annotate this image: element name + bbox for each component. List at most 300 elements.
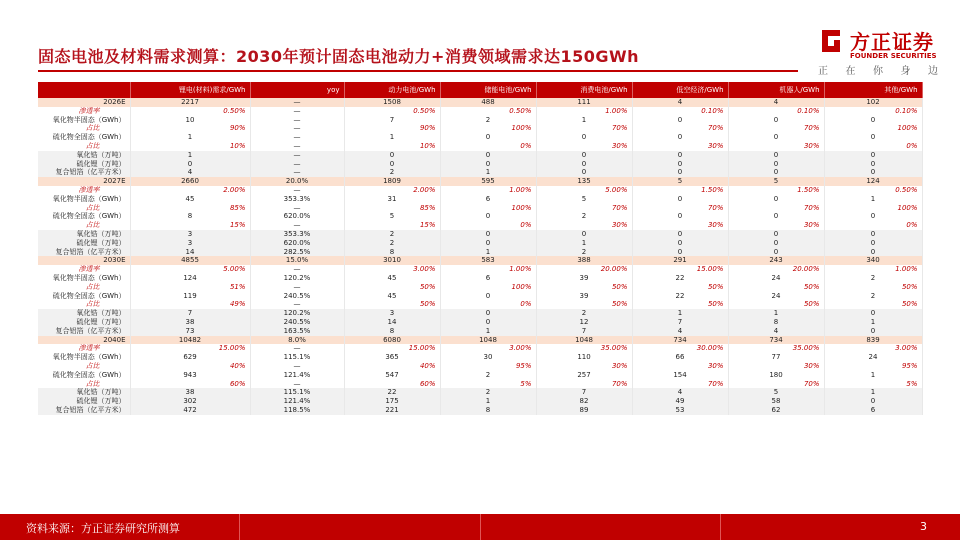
- table-cell: 30%: [632, 362, 728, 371]
- table-cell: 66: [632, 353, 728, 362]
- table-row: [38, 160, 922, 169]
- table-cell: 0: [632, 230, 728, 239]
- table-cell: 0: [440, 239, 536, 248]
- table-cell: 291: [632, 256, 728, 265]
- table-cell: 1: [824, 371, 922, 380]
- table-cell: 1: [344, 133, 440, 142]
- table-cell: 1: [440, 397, 536, 406]
- table-cell: 734: [632, 336, 728, 345]
- table-cell: 90%: [344, 124, 440, 133]
- table-row: [38, 300, 922, 309]
- row-label: 硫化物全固态（GWh）: [38, 371, 130, 380]
- table-cell: 73: [130, 327, 250, 336]
- table-cell: 0: [824, 327, 922, 336]
- table-cell: 20.00%: [536, 265, 632, 274]
- table-cell: 1: [824, 388, 922, 397]
- table-cell: 35.00%: [728, 344, 824, 353]
- table-cell: 38: [130, 318, 250, 327]
- table-cell: 472: [130, 406, 250, 415]
- table-cell: 2: [536, 248, 632, 257]
- table-cell: 70%: [536, 380, 632, 389]
- table-cell: 2217: [130, 98, 250, 107]
- table-cell: 5%: [824, 380, 922, 389]
- table-cell: 1: [440, 248, 536, 257]
- table-cell: 163.5%: [250, 327, 344, 336]
- table-cell: 50%: [536, 283, 632, 292]
- table-row: [38, 204, 922, 213]
- table-cell: 0: [440, 292, 536, 301]
- table-cell: 70%: [728, 380, 824, 389]
- table-cell: 0: [632, 151, 728, 160]
- table-cell: 1809: [344, 177, 440, 186]
- table-cell: 302: [130, 397, 250, 406]
- table-cell: 365: [344, 353, 440, 362]
- table-cell: 14: [344, 318, 440, 327]
- table-row: [38, 168, 922, 177]
- table-cell: 60%: [130, 380, 250, 389]
- table-cell: 119: [130, 292, 250, 301]
- table-cell: —: [250, 283, 344, 292]
- table-cell: 5: [344, 212, 440, 221]
- table-cell: —: [250, 98, 344, 107]
- table-cell: 2: [824, 292, 922, 301]
- table-cell: 243: [728, 256, 824, 265]
- table-cell: 70%: [632, 204, 728, 213]
- table-cell: 118.5%: [250, 406, 344, 415]
- table-cell: 15.00%: [632, 265, 728, 274]
- table-cell: 0: [824, 133, 922, 142]
- table-cell: 2.00%: [130, 186, 250, 195]
- table-cell: 30.00%: [632, 344, 728, 353]
- table-row: [38, 362, 922, 371]
- table-cell: 121.4%: [250, 371, 344, 380]
- row-label: 占比: [38, 124, 130, 133]
- table-row: [38, 195, 922, 204]
- table-cell: 70%: [728, 204, 824, 213]
- table-cell: 0: [824, 212, 922, 221]
- table-cell: 0: [536, 230, 632, 239]
- table-cell: 8: [344, 248, 440, 257]
- column-header: yoy: [250, 82, 344, 98]
- row-label: 氧化锆（万吨）: [38, 151, 130, 160]
- table-cell: 30%: [728, 142, 824, 151]
- table-cell: 40%: [344, 362, 440, 371]
- table-cell: 0: [632, 239, 728, 248]
- row-label: 2026E: [38, 98, 130, 107]
- row-label: 硫化物全固态（GWh）: [38, 292, 130, 301]
- table-cell: 0: [440, 212, 536, 221]
- table-cell: 5: [632, 177, 728, 186]
- table-cell: 0%: [440, 221, 536, 230]
- table-cell: 85%: [344, 204, 440, 213]
- table-cell: 22: [632, 292, 728, 301]
- row-label: 复合铝箔（亿平方米）: [38, 406, 130, 415]
- table-cell: 100%: [440, 204, 536, 213]
- table-cell: 2.00%: [344, 186, 440, 195]
- table-row: [38, 142, 922, 151]
- table-row: [38, 239, 922, 248]
- table-cell: 3.00%: [824, 344, 922, 353]
- table-cell: 0: [824, 248, 922, 257]
- table-cell: 50%: [728, 300, 824, 309]
- table-cell: 135: [536, 177, 632, 186]
- table-cell: 4: [632, 98, 728, 107]
- row-label: 占比: [38, 221, 130, 230]
- table-cell: 629: [130, 353, 250, 362]
- table-row: [38, 248, 922, 257]
- table-cell: 0%: [440, 142, 536, 151]
- table-header-row: [38, 82, 922, 98]
- row-label: 占比: [38, 283, 130, 292]
- table-cell: 0.50%: [824, 186, 922, 195]
- table-cell: 49: [632, 397, 728, 406]
- table-cell: 5: [536, 195, 632, 204]
- table-cell: 0.10%: [632, 107, 728, 116]
- logo-name-cn: 方正证券: [850, 30, 934, 54]
- table-row: [38, 344, 922, 353]
- table-row: [38, 116, 922, 125]
- table-cell: 4: [130, 168, 250, 177]
- table-cell: —: [250, 186, 344, 195]
- table-cell: 30%: [536, 362, 632, 371]
- table-cell: 22: [632, 274, 728, 283]
- table-cell: 0: [728, 195, 824, 204]
- table-cell: 1: [728, 309, 824, 318]
- table-cell: —: [250, 265, 344, 274]
- table-cell: —: [250, 344, 344, 353]
- table-cell: 7: [632, 318, 728, 327]
- table-cell: 0%: [824, 221, 922, 230]
- table-cell: 115.1%: [250, 388, 344, 397]
- table-cell: —: [250, 221, 344, 230]
- table-cell: 3: [344, 309, 440, 318]
- table-cell: 7: [130, 309, 250, 318]
- table-cell: 0: [824, 309, 922, 318]
- table-cell: 0: [440, 309, 536, 318]
- table-cell: 0: [536, 168, 632, 177]
- table-cell: 50%: [824, 283, 922, 292]
- table-cell: 0: [728, 160, 824, 169]
- table-cell: 12: [536, 318, 632, 327]
- table-cell: 3: [130, 239, 250, 248]
- table-row: [38, 406, 922, 415]
- row-label: 硫化锂（万吨）: [38, 318, 130, 327]
- table-cell: 100%: [824, 124, 922, 133]
- table-cell: 2: [536, 212, 632, 221]
- brand-slogan: [818, 62, 938, 77]
- row-label: 2040E: [38, 336, 130, 345]
- row-label: 渗透率: [38, 344, 130, 353]
- row-label: 占比: [38, 362, 130, 371]
- table-cell: 50%: [632, 283, 728, 292]
- table-cell: 0.10%: [824, 107, 922, 116]
- table-cell: 0.50%: [344, 107, 440, 116]
- row-label: 硫化物全固态（GWh）: [38, 133, 130, 142]
- row-label: 复合铝箔（亿平方米）: [38, 327, 130, 336]
- table-cell: 0: [344, 160, 440, 169]
- table-cell: 124: [130, 274, 250, 283]
- table-cell: 0: [536, 151, 632, 160]
- table-cell: 0: [728, 151, 824, 160]
- table-cell: 0: [824, 168, 922, 177]
- column-header: 锂电(材料)需求/GWh: [130, 82, 250, 98]
- table-cell: 8: [344, 327, 440, 336]
- table-cell: 5%: [440, 380, 536, 389]
- table-cell: 0: [728, 168, 824, 177]
- row-label: 氧化物半固态（GWh）: [38, 116, 130, 125]
- table-row: [38, 371, 922, 380]
- table-body: [38, 98, 922, 415]
- table-cell: 353.3%: [250, 195, 344, 204]
- table-cell: 39: [536, 292, 632, 301]
- table-cell: 0: [824, 116, 922, 125]
- table-row: [38, 230, 922, 239]
- table-cell: 20.00%: [728, 265, 824, 274]
- table-cell: 40%: [130, 362, 250, 371]
- table-cell: 1.00%: [440, 265, 536, 274]
- table-cell: 0.50%: [440, 107, 536, 116]
- table-cell: 353.3%: [250, 230, 344, 239]
- table-cell: 70%: [632, 380, 728, 389]
- table-cell: 1508: [344, 98, 440, 107]
- table-row: [38, 380, 922, 389]
- table-cell: 30%: [728, 362, 824, 371]
- table-cell: 121.4%: [250, 397, 344, 406]
- table-cell: 0: [632, 168, 728, 177]
- column-header: 消费电池/GWh: [536, 82, 632, 98]
- table-cell: 0: [632, 160, 728, 169]
- table-cell: 10%: [130, 142, 250, 151]
- table-row: [38, 353, 922, 362]
- table-cell: 2: [440, 116, 536, 125]
- table-cell: 0: [440, 318, 536, 327]
- table-cell: 1.50%: [728, 186, 824, 195]
- logo-name-en: FOUNDER SECURITIES: [850, 52, 937, 60]
- table-cell: 1: [632, 309, 728, 318]
- table-cell: 0.50%: [130, 107, 250, 116]
- table-cell: 4: [632, 388, 728, 397]
- table-cell: 60%: [344, 380, 440, 389]
- table-cell: 2: [344, 168, 440, 177]
- table-cell: 0: [728, 212, 824, 221]
- table-cell: 5: [728, 388, 824, 397]
- table-row: [38, 274, 922, 283]
- table-row: [38, 283, 922, 292]
- table-cell: 1: [130, 133, 250, 142]
- table-cell: 0: [728, 230, 824, 239]
- table-row: [38, 177, 922, 186]
- table-cell: 82: [536, 397, 632, 406]
- table-cell: —: [250, 107, 344, 116]
- table-row: [38, 212, 922, 221]
- table-cell: 111: [536, 98, 632, 107]
- slogan-char: 在: [845, 66, 856, 77]
- table-cell: 388: [536, 256, 632, 265]
- table-cell: 70%: [536, 124, 632, 133]
- table-cell: 50%: [824, 300, 922, 309]
- table-cell: 30: [440, 353, 536, 362]
- row-label: 占比: [38, 380, 130, 389]
- table-cell: 70%: [536, 204, 632, 213]
- table-cell: 100%: [824, 204, 922, 213]
- column-header: 其他/GWh: [824, 82, 922, 98]
- table-row: [38, 327, 922, 336]
- table-cell: 8.0%: [250, 336, 344, 345]
- table-row: [38, 388, 922, 397]
- table-cell: 8: [728, 318, 824, 327]
- table-cell: 95%: [824, 362, 922, 371]
- table-row: [38, 133, 922, 142]
- table-cell: —: [250, 362, 344, 371]
- table-cell: 1048: [440, 336, 536, 345]
- table-cell: 53: [632, 406, 728, 415]
- row-label: 氧化物半固态（GWh）: [38, 195, 130, 204]
- slogan-char: 正: [818, 66, 828, 77]
- table-cell: 120.2%: [250, 274, 344, 283]
- table-cell: 2: [824, 274, 922, 283]
- table-cell: 5.00%: [130, 265, 250, 274]
- source-note: 资料来源：方正证券研究所测算: [26, 522, 180, 535]
- row-label: 硫化锂（万吨）: [38, 239, 130, 248]
- table-row: [38, 318, 922, 327]
- table-cell: —: [250, 133, 344, 142]
- table-cell: 620.0%: [250, 239, 344, 248]
- table-cell: 547: [344, 371, 440, 380]
- table-cell: 0: [536, 133, 632, 142]
- column-header: 动力电池/GWh: [344, 82, 440, 98]
- table-cell: 6: [824, 406, 922, 415]
- table-row: [38, 221, 922, 230]
- table-cell: 1: [440, 327, 536, 336]
- table-cell: 24: [728, 274, 824, 283]
- slogan-char: 边: [928, 66, 938, 77]
- table-row: [38, 107, 922, 116]
- table-row: [38, 186, 922, 195]
- table-cell: —: [250, 116, 344, 125]
- table-cell: 124: [824, 177, 922, 186]
- table-cell: 257: [536, 371, 632, 380]
- row-label: 渗透率: [38, 186, 130, 195]
- table-cell: 20.0%: [250, 177, 344, 186]
- table-row: [38, 265, 922, 274]
- row-label: 复合铝箔（亿平方米）: [38, 168, 130, 177]
- table-cell: 5: [728, 177, 824, 186]
- table-cell: 0: [728, 116, 824, 125]
- column-header: 低空经济/GWh: [632, 82, 728, 98]
- row-label: 氧化锆（万吨）: [38, 230, 130, 239]
- table-cell: 49%: [130, 300, 250, 309]
- table-cell: 35.00%: [536, 344, 632, 353]
- table-cell: 1: [440, 168, 536, 177]
- table-cell: 6: [440, 195, 536, 204]
- row-label: 渗透率: [38, 265, 130, 274]
- table-cell: 0: [440, 151, 536, 160]
- table-cell: 2: [440, 371, 536, 380]
- row-label: 硫化物全固态（GWh）: [38, 212, 130, 221]
- row-label: 占比: [38, 300, 130, 309]
- table-row: [38, 151, 922, 160]
- table-cell: 1.00%: [824, 265, 922, 274]
- table-cell: 240.5%: [250, 318, 344, 327]
- table-cell: 221: [344, 406, 440, 415]
- table-cell: 2: [344, 239, 440, 248]
- table-cell: 0: [728, 239, 824, 248]
- row-label: 氧化锆（万吨）: [38, 309, 130, 318]
- row-label: 复合铝箔（亿平方米）: [38, 248, 130, 257]
- table-cell: 7: [344, 116, 440, 125]
- table-cell: 1: [130, 151, 250, 160]
- row-label: 氧化锆（万吨）: [38, 388, 130, 397]
- table-cell: 50%: [632, 300, 728, 309]
- table-cell: 0: [824, 397, 922, 406]
- table-cell: 0.10%: [728, 107, 824, 116]
- table-cell: 4: [728, 327, 824, 336]
- table-cell: 50%: [344, 283, 440, 292]
- table-row: [38, 124, 922, 133]
- table-cell: 1.00%: [536, 107, 632, 116]
- table-cell: 0: [632, 212, 728, 221]
- table-cell: 22: [344, 388, 440, 397]
- table-cell: 70%: [632, 124, 728, 133]
- table-cell: 85%: [130, 204, 250, 213]
- table-cell: 15.00%: [130, 344, 250, 353]
- table-cell: 3.00%: [440, 344, 536, 353]
- table-cell: —: [250, 151, 344, 160]
- table-cell: —: [250, 160, 344, 169]
- table-cell: 595: [440, 177, 536, 186]
- table-cell: 0: [440, 230, 536, 239]
- table-cell: 175: [344, 397, 440, 406]
- table-cell: 115.1%: [250, 353, 344, 362]
- table-cell: 10: [130, 116, 250, 125]
- table-cell: 100%: [440, 124, 536, 133]
- table-cell: 282.5%: [250, 248, 344, 257]
- table-cell: 15.00%: [344, 344, 440, 353]
- table-cell: 0: [440, 133, 536, 142]
- table-cell: 70%: [728, 124, 824, 133]
- table-cell: 0: [728, 248, 824, 257]
- table-cell: 7: [536, 327, 632, 336]
- table-cell: 30%: [632, 221, 728, 230]
- title-divider: [38, 70, 798, 72]
- table-row: [38, 336, 922, 345]
- table-cell: —: [250, 142, 344, 151]
- table-cell: 8: [130, 212, 250, 221]
- table-cell: 50%: [536, 300, 632, 309]
- table-cell: 1: [536, 116, 632, 125]
- table-cell: 102: [824, 98, 922, 107]
- row-label: 渗透率: [38, 107, 130, 116]
- table-cell: 10%: [344, 142, 440, 151]
- page-number: 3: [920, 520, 927, 533]
- table-cell: 180: [728, 371, 824, 380]
- row-label: 2030E: [38, 256, 130, 265]
- table-row: [38, 256, 922, 265]
- table-cell: 8: [440, 406, 536, 415]
- table-cell: 30%: [536, 142, 632, 151]
- table-cell: 30%: [536, 221, 632, 230]
- table-cell: 95%: [440, 362, 536, 371]
- table-cell: 0: [632, 116, 728, 125]
- table-cell: 2: [536, 309, 632, 318]
- table-cell: 0: [632, 195, 728, 204]
- table-cell: 2: [440, 388, 536, 397]
- table-cell: 3010: [344, 256, 440, 265]
- table-cell: 1: [824, 195, 922, 204]
- table-cell: 0: [728, 133, 824, 142]
- table-cell: 38: [130, 388, 250, 397]
- table-cell: 50%: [344, 300, 440, 309]
